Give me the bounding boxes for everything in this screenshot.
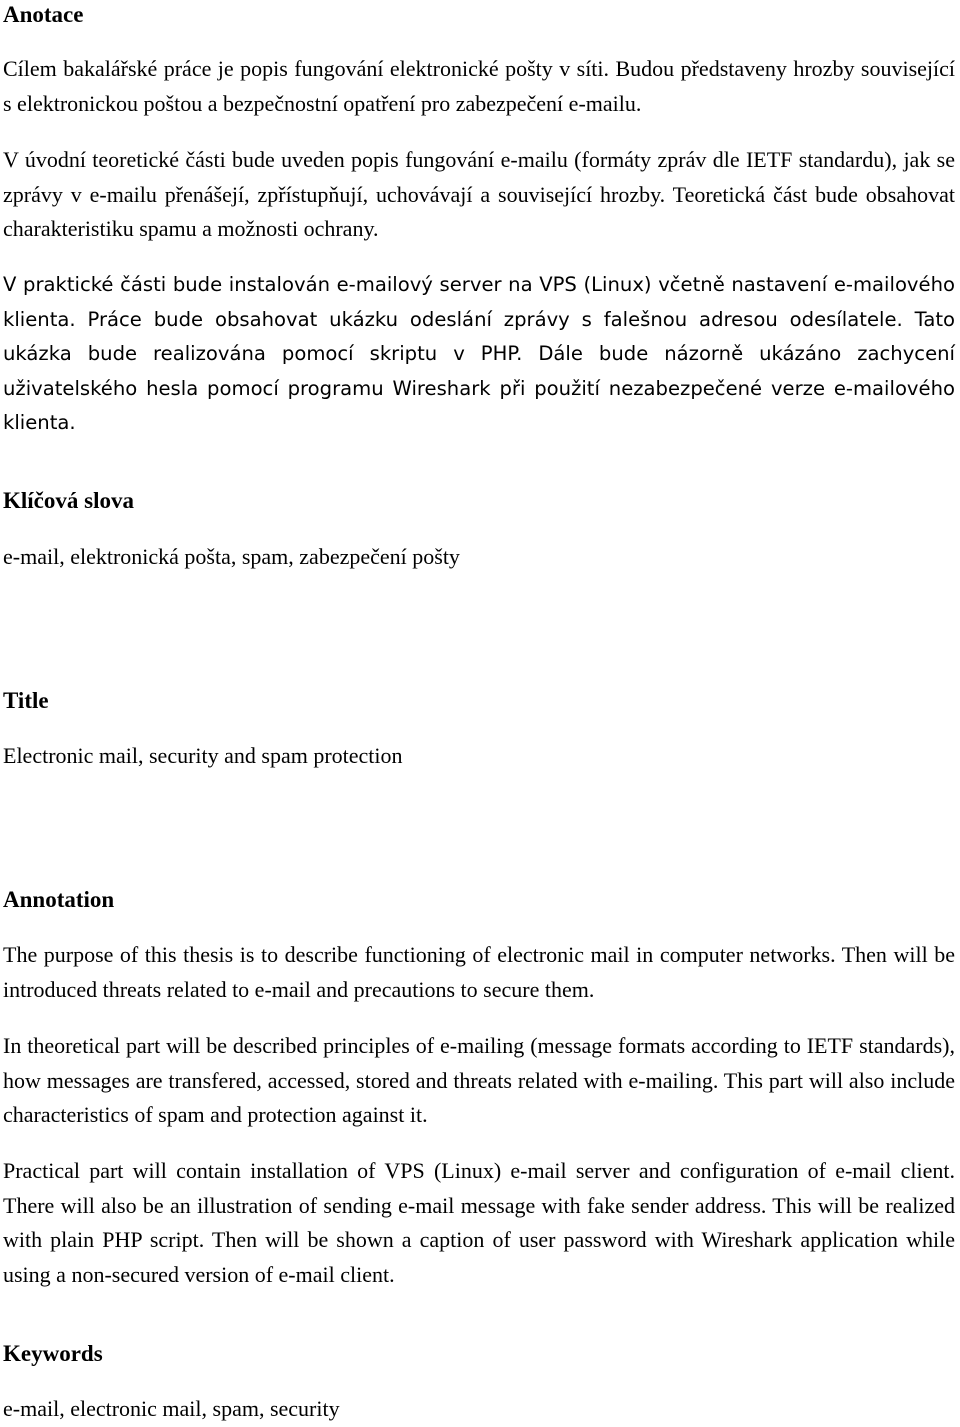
- annotation-paragraph-cz-1: Cílem bakalářské práce je popis fungování elektronické pošty v síti. Budou představeny hrozby související s elektronickou poštou a bezpečnostní opatření pro zabezpečení e-mailu.: [3, 56, 955, 116]
- annotation-paragraph-en-1: The purpose of this thesis is to describe functioning of electronic mail in computer networks. Then will be introduced threats related to e-mail and precautions to secure them.: [3, 942, 955, 1002]
- thesis-title-en: Electronic mail, security and spam protection: [3, 743, 403, 768]
- keywords-en: e-mail, electronic mail, spam, security: [3, 1396, 340, 1421]
- annotation-heading-cz: Anotace: [3, 2, 84, 27]
- keywords-cz: e-mail, elektronická pošta, spam, zabezpečení pošty: [3, 544, 460, 569]
- annotation-paragraph-cz-2: V úvodní teoretické části bude uveden popis fungování e-mailu (formáty zpráv dle IETF standardu), jak se zprávy v e-mailu přenášejí, zpřístupňují, uchovávají a související hrozby. Teoretická část bude obsahovat charakteristiku spamu a možnosti ochrany.: [3, 147, 955, 241]
- title-heading: Title: [3, 688, 49, 713]
- annotation-paragraph-cz-3: V praktické části bude instalován e-mailový server na VPS (Linux) včetně nastavení e-mailového klienta. Práce bude obsahovat ukázku odeslání zprávy s falešnou adresou odesílatele. Tato ukázka bude realizována pomocí skriptu v PHP. Dále bude názorně ukázáno zachycení uživatelského hesla pomocí programu Wireshark při použití nezabezpečené verze e-mailového klienta.: [3, 273, 955, 434]
- annotation-heading-en: Annotation: [3, 887, 115, 912]
- annotation-paragraph-en-3: Practical part will contain installation of VPS (Linux) e-mail server and configuration of e-mail client. There will also be an illustration of sending e-mail message with fake sender address. This will be realized with plain PHP script. Then will be shown a caption of user password with Wireshark application while using a non-secured version of e-mail client.: [3, 1158, 955, 1287]
- keywords-heading-en: Keywords: [3, 1341, 103, 1366]
- keywords-heading-cz: Klíčová slova: [3, 488, 134, 513]
- annotation-paragraph-en-2: In theoretical part will be described principles of e-mailing (message formats according to IETF standards), how messages are transfered, accessed, stored and threats related with e-mailing. This part will also include characteristics of spam and protection against it.: [3, 1033, 955, 1127]
